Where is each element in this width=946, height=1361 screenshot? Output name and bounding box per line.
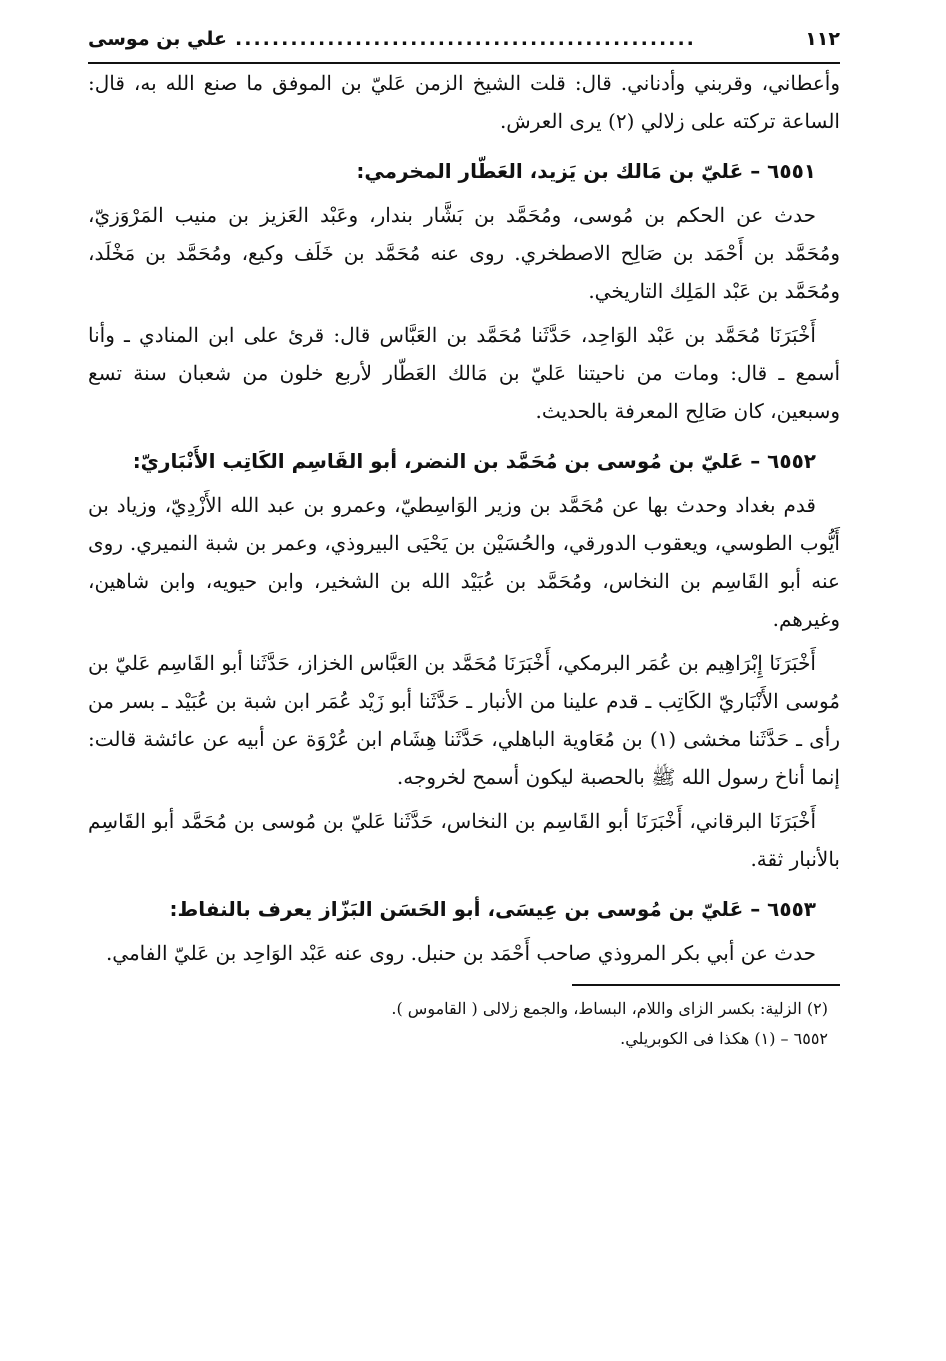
entry-6552-paragraph-1: قدم بغداد وحدث بها عن مُحَمَّد بن وزير الوَاسِطيّ، وعمرو بن عبد الله الأَزْدِيّ، وزياد بن أَيُّوب الطوسي، ويعقوب الدورقي، والحُسَيْن بن يَحْيَى البيروذي، وعمر بن شبة النميري. روى عنه أبو القَاسِم بن النخاس، ومُحَمَّد بن عُبَيْد الله بن الشخير، وابن حيويه، وابن شاهين، وغيرهم.: [88, 493, 840, 631]
page-number: ١١٢: [805, 28, 840, 50]
opening-paragraph: وأعطاني، وقربني وأدناني. قال: قلت الشيخ الزمن عَليّ بن الموفق ما صنع الله به، قال: الساعة تركته على زلالي (٢) يرى العرش.: [88, 71, 840, 133]
footnote-1: (٢) الزلية: بكسر الزاى واللام، البساط، والجمع زلالى ( القاموس ).: [391, 999, 828, 1018]
page-header: [88, 28, 840, 64]
entry-heading-6551: ٦٥٥١ – عَليّ بن مَالك بن يَزيد، العَطّار المخرمي:: [356, 159, 816, 183]
entry-6553-paragraph-1: حدث عن أبي بكر المروذي صاحب أَحْمَد بن حنبل. روى عنه عَبْد الوَاحِد بن عَليّ الفامي.: [105, 941, 816, 965]
running-title: علي بن موسى: [88, 28, 228, 50]
header-leader-dots: ..................................................: [235, 28, 696, 50]
entry-6552-paragraph-2: أَخْبَرَنَا إِبْرَاهِيم بن عُمَر البرمكي، أَخْبَرَنَا مُحَمَّد بن العَبَّاس الخزاز، حَدَّثَنا أبو القَاسِم عَليّ بن مُوسى الأَنْبَاريّ الكَاتِب ـ قدم علينا من الأنبار ـ حَدَّثَنا أبو زَيْد عُمَر ابن شبة بن عُبَيْد ـ بسر من رأى ـ حَدَّثَنا مخشى (١) بن مُعَاوية الباهلي، حَدَّثَنا هِشَام ابن عُرْوَة عن أبيه عن عائشة قالت: إنما أناخ رسول الله ﷺ بالحصبة ليكون أسمح لخروجه.: [88, 651, 840, 789]
spacer: [88, 878, 840, 886]
footnote-2: ٦٥٥٢ – (١) هكذا فى الكوبريلي.: [620, 1029, 828, 1048]
entry-6551-paragraph-1: حدث عن الحكم بن مُوسى، ومُحَمَّد بن بَشَّار بندار، وعَبْد العَزيز بن منيب المَرْوَزيّ، ومُحَمَّد بن أَحْمَد بن صَالِح الاصطخري. روى عنه مُحَمَّد بن خَلَف وكيع، ومُحَمَّد بن مَخْلَد، ومُحَمَّد بن عَبْد المَلِك التاريخي.: [88, 203, 840, 303]
entry-heading-6553: ٦٥٥٣ – عَليّ بن مُوسى بن عِيسَى، أبو الحَسَن البَزّاز يعرف بالنفاط:: [169, 897, 816, 921]
book-page: [88, 28, 840, 1054]
entry-6552-paragraph-3: أَخْبَرَنَا البرقاني، أَخْبَرَنَا أبو القَاسِم بن النخاس، حَدَّثَنا عَليّ بن مُوسى بن مُحَمَّد أبو القَاسِم بالأنبار ثقة.: [88, 809, 840, 871]
spacer: [88, 430, 840, 438]
footnote-separator: [572, 984, 840, 986]
entry-6551-paragraph-2: أَخْبَرَنَا مُحَمَّد بن عَبْد الوَاحِد، حَدَّثَنا مُحَمَّد بن العَبَّاس قال: قرئ على ابن المنادي ـ وأنا أسمع ـ قال: ومات من ناحيتنا عَليّ بن مَالك العَطّار لأربع خلون من شعبان سنة تسع وسبعين، كان صَالِح المعرفة بالحديث.: [88, 323, 840, 423]
entry-heading-6552: ٦٥٥٢ – عَليّ بن مُوسى بن مُحَمَّد بن النضر، أبو القَاسِم الكَاتِب الأَنْبَاريّ:: [132, 449, 816, 473]
spacer: [88, 140, 840, 148]
